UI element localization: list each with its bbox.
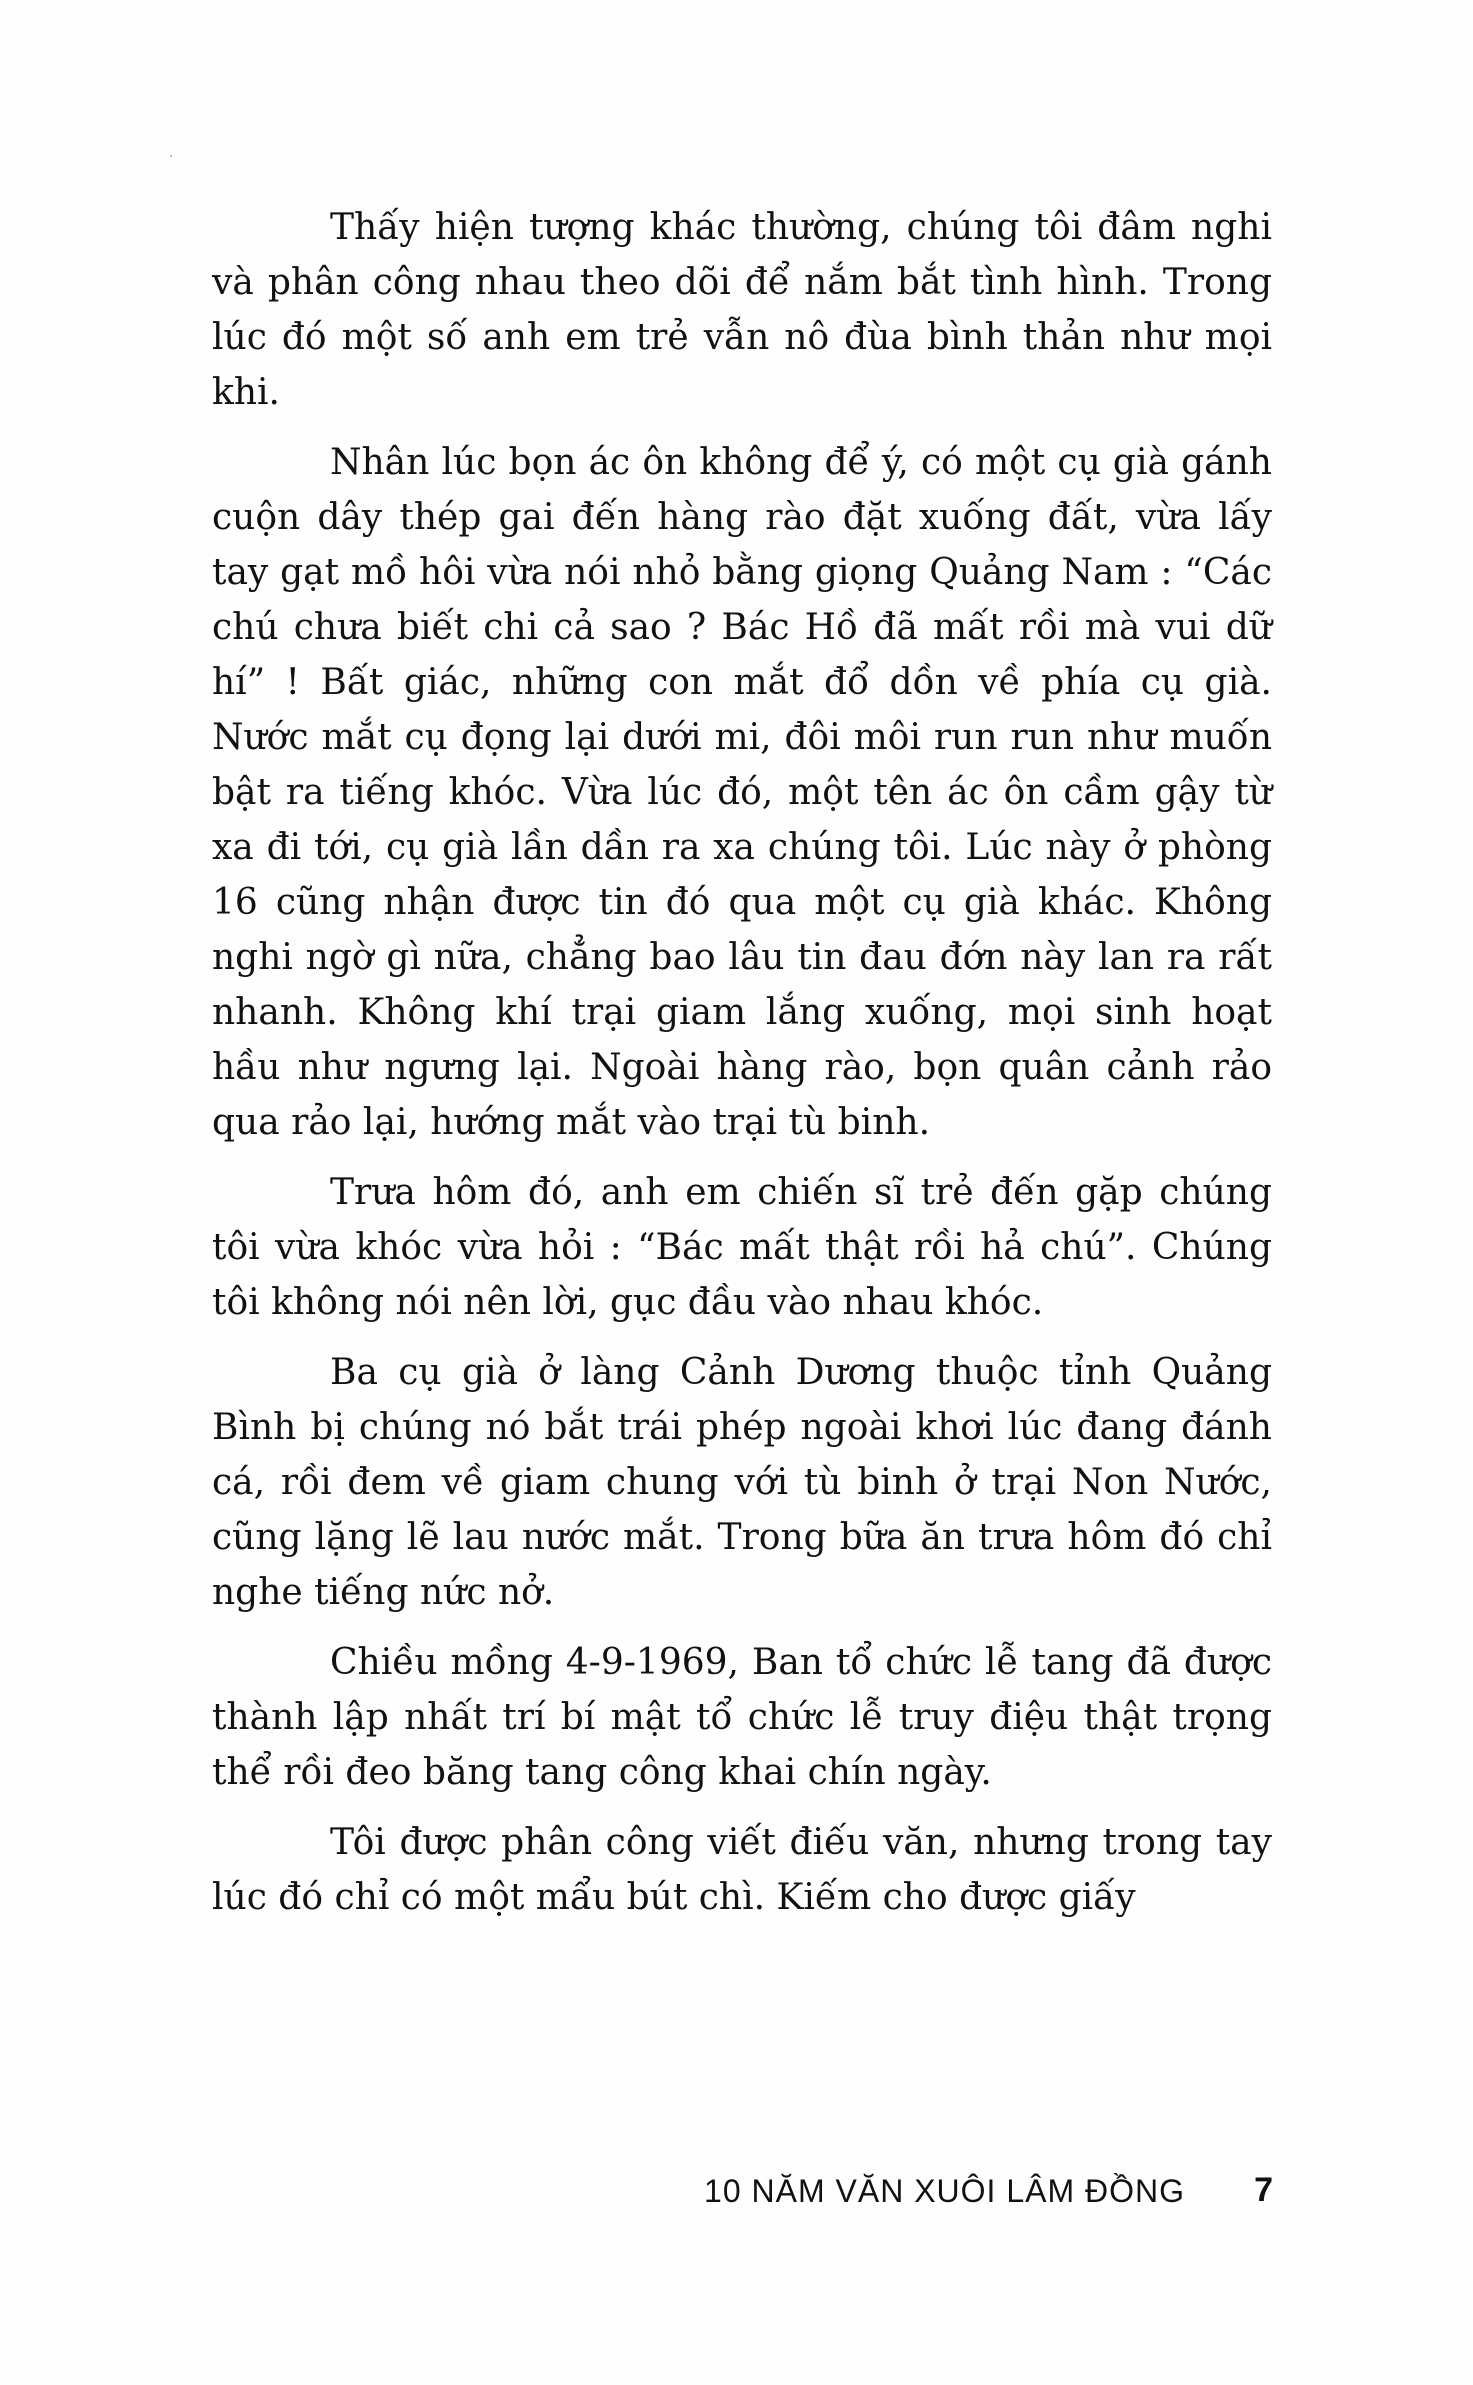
scan-speck [170,155,172,157]
paragraph: Nhân lúc bọn ác ôn không để ý, có một cụ già gánh cuộn dây thép gai đến hàng rào đặt xuống đất, vừa lấy tay gạt mồ hôi vừa nói nhỏ bằng giọng Quảng Nam : “Các chú chưa biết chi cả sao ? Bác Hồ đã mất rồi mà vui dữ hí” ! Bất giác, những con mắt đổ dồn về phía cụ già. Nước mắt cụ đọng lại dưới mi, đôi môi run run như muốn bật ra tiếng khóc. Vừa lúc đó, một tên ác ôn cầm gậy từ xa đi tới, cụ già lần dần ra xa chúng tôi. Lúc này ở phòng 16 cũng nhận được tin đó qua một cụ già khác. Không nghi ngờ gì nữa, chẳng bao lâu tin đau đớn này lan ra rất nhanh. Không khí trại giam lắng xuống, mọi sinh hoạt hầu như ngưng lại. Ngoài hàng rào, bọn quân cảnh rảo qua rảo lại, hướng mắt vào trại tù binh. [212,442,1272,1143]
page-number: 7 [1254,2171,1273,2209]
paragraph: Ba cụ già ở làng Cảnh Dương thuộc tỉnh Quảng Bình bị chúng nó bắt trái phép ngoài khơi lúc đang đánh cá, rồi đem về giam chung với tù binh ở trại Non Nước, cũng lặng lẽ lau nước mắt. Trong bữa ăn trưa hôm đó chỉ nghe tiếng nức nở. [212,1352,1272,1613]
page-footer [0,2165,1473,2215]
paragraph: Thấy hiện tượng khác thường, chúng tôi đâm nghi và phân công nhau theo dõi để nắm bắt tình hình. Trong lúc đó một số anh em trẻ vẫn nô đùa bình thản như mọi khi. [212,207,1272,413]
paragraph: Trưa hôm đó, anh em chiến sĩ trẻ đến gặp chúng tôi vừa khóc vừa hỏi : “Bác mất thật rồi hả chú”. Chúng tôi không nói nên lời, gục đầu vào nhau khóc. [212,1172,1272,1323]
paragraph: Tôi được phân công viết điếu văn, nhưng trong tay lúc đó chỉ có một mẩu bút chì. Kiếm cho được giấy [212,1822,1272,1918]
paragraph: Chiều mồng 4-9-1969, Ban tổ chức lễ tang đã được thành lập nhất trí bí mật tổ chức lễ truy điệu thật trọng thể rồi đeo băng tang công khai chín ngày. [212,1642,1272,1793]
page-body [212,200,1272,1940]
running-footer-title: 10 NĂM VĂN XUÔI LÂM ĐỒNG [704,2173,1185,2209]
